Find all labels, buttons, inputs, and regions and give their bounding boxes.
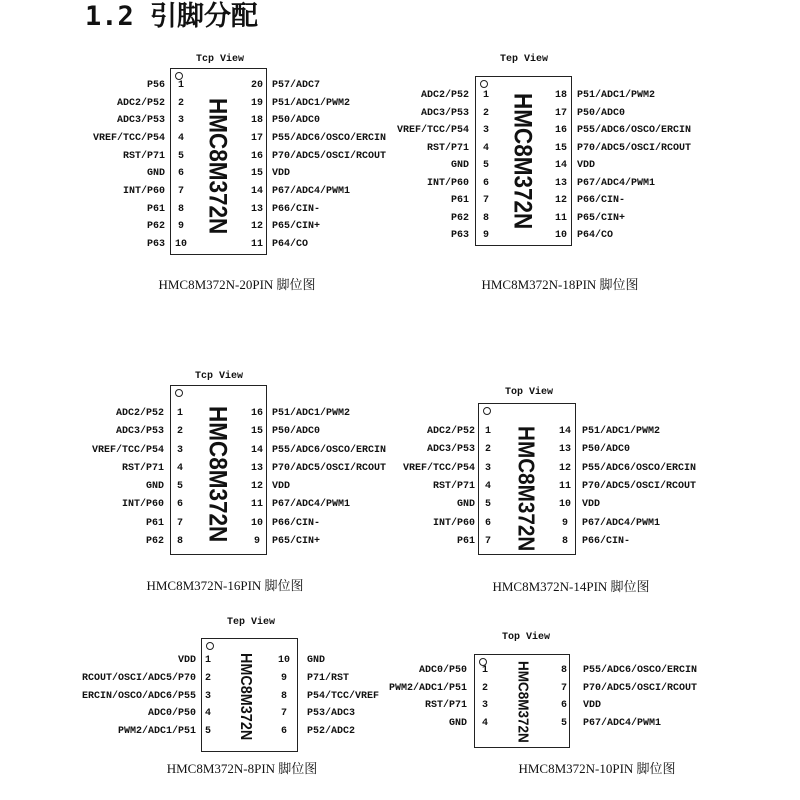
pin-11-label: P64/CO	[272, 239, 309, 251]
pin-8-label: P62	[145, 536, 164, 548]
pin-9-number: 9	[482, 230, 489, 241]
pin-6-label: GND	[146, 168, 165, 180]
pin-2-number: 2	[204, 672, 211, 684]
pin-10-label: P64/CO	[577, 230, 614, 241]
pinout-diagram-8pin	[75, 612, 395, 780]
pin-4-label: ADC0/P50	[147, 708, 196, 720]
pin-12-number: 12	[554, 195, 567, 206]
pin-2-label: ADC3/P53	[420, 107, 469, 119]
pin-13-label: P67/ADC4/PWM1	[577, 177, 656, 189]
pin-1-label: VDD	[177, 655, 196, 666]
pin-13-label: P70/ADC5/OSCI/RCOUT	[272, 462, 387, 474]
pin-10-label: VDD	[582, 499, 601, 511]
pin-13-number: 13	[558, 444, 571, 456]
pin-12-label: VDD	[272, 481, 291, 493]
pin-4-number: 4	[177, 133, 184, 144]
pin-7-number: 7	[484, 535, 491, 547]
pin-8-number: 8	[482, 212, 489, 224]
pin-2-number: 2	[484, 444, 491, 456]
pin-2-label: PWM2/ADC1/P51	[388, 682, 467, 694]
pin-8-number: 8	[280, 690, 287, 702]
pin-4-number: 4	[482, 142, 489, 154]
top-view-label: Top View	[501, 632, 550, 643]
pin-3-number: 3	[484, 462, 491, 474]
pin-4-number: 4	[481, 718, 488, 729]
pin-18-number: 18	[554, 90, 567, 101]
pin-2-number: 2	[176, 426, 183, 438]
pin-10-number: 10	[554, 230, 567, 241]
pin-10-number: 10	[277, 655, 290, 666]
pin-5-number: 5	[560, 718, 567, 729]
pin-13-number: 13	[250, 462, 263, 474]
chip-part-number: HMC8M372N	[203, 98, 232, 235]
pin-16-label: P70/ADC5/OSCI/RCOUT	[272, 150, 387, 162]
pin-5-number: 5	[482, 160, 489, 171]
pin-14-number: 14	[250, 186, 263, 198]
pin-1-marker	[175, 72, 183, 80]
pin-9-label: P63	[450, 230, 469, 241]
pin-17-label: P50/ADC0	[577, 107, 626, 119]
pin-16-number: 16	[554, 125, 567, 136]
pin-3-label: ERCIN/OSCO/ADC6/P55	[81, 690, 196, 702]
pin-12-label: P65/CIN+	[272, 221, 321, 233]
pin-20-label: P57/ADC7	[272, 80, 321, 91]
pin-20-number: 20	[250, 80, 263, 91]
pin-3-number: 3	[482, 125, 489, 136]
pin-15-label: P50/ADC0	[272, 426, 321, 438]
pin-4-label: RST/P71	[426, 142, 469, 154]
pin-2-label: ADC2/P52	[116, 97, 165, 109]
pin-18-label: P50/ADC0	[272, 115, 321, 127]
pin-11-label: P65/CIN+	[577, 212, 626, 224]
pin-9-label: P65/CIN+	[272, 536, 321, 548]
top-view-label: Tcp View	[194, 371, 243, 382]
pin-3-label: ADC3/P53	[116, 115, 165, 127]
chip-part-number: HMC8M372N	[508, 93, 537, 230]
pinout-caption: HMC8M372N-20PIN 脚位图	[158, 277, 316, 292]
pin-1-marker	[480, 80, 488, 88]
pin-19-label: P51/ADC1/PWM2	[272, 97, 351, 109]
pin-14-number: 14	[250, 444, 263, 456]
pinout-caption: HMC8M372N-8PIN 脚位图	[166, 761, 318, 776]
pin-13-number: 13	[554, 177, 567, 189]
pin-7-number: 7	[177, 186, 184, 198]
pin-17-number: 17	[554, 107, 567, 119]
pin-13-label: P66/CIN-	[272, 203, 321, 215]
pin-4-number: 4	[484, 480, 491, 492]
pin-1-marker	[175, 389, 183, 397]
pin-1-label: ADC2/P52	[420, 90, 469, 101]
pin-4-number: 4	[176, 462, 183, 474]
pin-16-label: P51/ADC1/PWM2	[272, 408, 351, 419]
pin-6-number: 6	[280, 726, 287, 737]
pin-9-number: 9	[280, 672, 287, 684]
pin-10-number: 10	[174, 239, 187, 251]
pin-15-number: 15	[250, 168, 263, 180]
top-view-label: Tep View	[226, 617, 275, 628]
pin-13-number: 13	[250, 203, 263, 215]
pin-15-number: 15	[554, 142, 567, 154]
pin-11-number: 11	[558, 480, 571, 492]
pinout-diagram-18pin	[390, 48, 710, 298]
pin-7-label: P61	[456, 535, 475, 547]
pin-15-label: P70/ADC5/OSCI/RCOUT	[577, 142, 692, 154]
pin-8-label: P66/CIN-	[582, 535, 631, 547]
pin-8-number: 8	[561, 535, 568, 547]
chip-part-number: HMC8M372N	[203, 406, 232, 543]
pin-11-number: 11	[250, 499, 263, 511]
pin-4-number: 4	[204, 708, 211, 720]
pin-15-label: VDD	[272, 168, 291, 180]
pin-14-label: P55/ADC6/OSCO/ERCIN	[272, 444, 387, 456]
pin-3-label: VREF/TCC/P54	[402, 462, 475, 474]
pin-1-label: ADC2/P52	[115, 408, 164, 419]
chip-part-number: HMC8M372N	[237, 653, 254, 741]
pin-1-number: 1	[177, 80, 184, 91]
pin-1-label: ADC0/P50	[418, 665, 467, 676]
pin-9-label: P62	[146, 221, 165, 233]
pin-5-number: 5	[204, 726, 211, 737]
pin-3-number: 3	[177, 115, 184, 127]
pin-6-label: INT/P60	[432, 517, 475, 529]
pin-1-number: 1	[204, 655, 211, 666]
top-view-label: Tep View	[499, 54, 548, 65]
pin-6-label: P52/ADC2	[307, 726, 356, 737]
pin-7-label: P53/ADC3	[307, 708, 356, 720]
pin-6-number: 6	[560, 700, 567, 712]
pin-12-number: 12	[250, 481, 263, 493]
pin-8-label: P61	[146, 203, 165, 215]
pin-9-number: 9	[177, 221, 184, 233]
pin-3-number: 3	[204, 690, 211, 702]
pin-7-number: 7	[280, 708, 287, 720]
pin-1-marker	[206, 642, 214, 650]
pin-14-number: 14	[558, 426, 571, 437]
pin-2-label: ADC3/P53	[426, 444, 475, 456]
pin-7-label: INT/P60	[122, 186, 165, 198]
pin-16-number: 16	[250, 150, 263, 162]
pin-10-number: 10	[558, 499, 571, 511]
pin-7-label: P61	[145, 517, 164, 529]
pin-16-label: P55/ADC6/OSCO/ERCIN	[577, 125, 692, 136]
pin-8-label: P62	[450, 212, 469, 224]
pinout-caption: HMC8M372N-16PIN 脚位图	[146, 578, 304, 593]
pinout-caption: HMC8M372N-10PIN 脚位图	[518, 761, 676, 776]
pin-11-label: P70/ADC5/OSCI/RCOUT	[582, 480, 697, 492]
pin-8-label: P54/TCC/VREF	[307, 690, 380, 702]
pin-3-label: VREF/TCC/P54	[91, 444, 164, 456]
pin-11-number: 11	[554, 212, 567, 224]
pinout-diagram-10pin	[385, 628, 705, 780]
pin-1-label: P56	[146, 80, 165, 91]
pin-12-label: P66/CIN-	[577, 195, 626, 206]
pin-10-label: P63	[146, 239, 165, 251]
pin-4-label: RST/P71	[432, 480, 475, 492]
pin-3-number: 3	[481, 700, 488, 712]
section-title: 1.2 引脚分配	[85, 1, 259, 32]
chip-part-number: HMC8M372N	[514, 661, 532, 743]
pin-9-label: P67/ADC4/PWM1	[582, 517, 661, 529]
pin-8-number: 8	[560, 665, 567, 676]
pin-16-number: 16	[250, 408, 263, 419]
pin-7-number: 7	[482, 195, 489, 206]
pin-13-label: P50/ADC0	[582, 444, 631, 456]
pin-5-label: GND	[450, 160, 469, 171]
pin-1-number: 1	[482, 90, 489, 101]
pin-17-number: 17	[250, 133, 263, 144]
pin-6-label: INT/P60	[426, 177, 469, 189]
pin-3-number: 3	[176, 444, 183, 456]
pin-17-label: P55/ADC6/OSCO/ERCIN	[272, 133, 387, 144]
pin-2-number: 2	[177, 97, 184, 109]
pinout-caption: HMC8M372N-18PIN 脚位图	[481, 277, 639, 292]
pin-11-label: P67/ADC4/PWM1	[272, 499, 351, 511]
pin-5-label: GND	[145, 481, 164, 493]
pin-5-label: RST/P71	[122, 150, 165, 162]
pin-14-number: 14	[554, 160, 567, 171]
pin-14-label: P51/ADC1/PWM2	[582, 426, 661, 437]
pin-12-label: P55/ADC6/OSCO/ERCIN	[582, 462, 697, 474]
pin-19-number: 19	[250, 97, 263, 109]
top-view-label: Top View	[504, 387, 553, 398]
pin-1-marker	[483, 407, 491, 415]
pin-9-label: P71/RST	[307, 672, 350, 684]
pin-6-label: VDD	[583, 700, 602, 712]
pin-9-number: 9	[253, 536, 260, 548]
pin-6-number: 6	[177, 168, 184, 180]
pin-5-number: 5	[176, 481, 183, 493]
pin-11-number: 11	[250, 239, 263, 251]
pin-5-label: GND	[456, 499, 475, 511]
pin-2-label: ADC3/P53	[115, 426, 164, 438]
pin-10-number: 10	[250, 517, 263, 529]
top-view-label: Tcp View	[195, 54, 244, 65]
pin-6-number: 6	[176, 499, 183, 511]
pin-4-label: RST/P71	[121, 462, 164, 474]
pinout-diagram-14pin	[390, 383, 710, 597]
pin-18-number: 18	[250, 115, 263, 127]
pin-8-label: P55/ADC6/OSCO/ERCIN	[583, 665, 698, 676]
pin-3-label: RST/P71	[424, 700, 467, 712]
chip-part-number: HMC8M372N	[513, 426, 540, 552]
pin-5-number: 5	[484, 499, 491, 511]
pin-5-label: P67/ADC4/PWM1	[583, 718, 662, 729]
pin-5-label: PWM2/ADC1/P51	[117, 726, 196, 737]
pin-18-label: P51/ADC1/PWM2	[577, 90, 656, 101]
pin-5-number: 5	[177, 150, 184, 162]
pin-4-label: VREF/TCC/P54	[92, 133, 165, 144]
pin-6-number: 6	[484, 517, 491, 529]
pin-6-label: INT/P60	[121, 499, 164, 511]
pin-12-number: 12	[250, 221, 263, 233]
pin-1-number: 1	[484, 426, 491, 437]
pin-2-label: RCOUT/OSCI/ADC5/P70	[81, 672, 196, 684]
pin-12-number: 12	[558, 462, 571, 474]
pin-10-label: GND	[307, 655, 326, 666]
pin-7-label: P70/ADC5/OSCI/RCOUT	[583, 682, 698, 694]
pin-7-number: 7	[560, 682, 567, 694]
pin-15-number: 15	[250, 426, 263, 438]
pin-1-number: 1	[176, 408, 183, 419]
pin-7-label: P61	[450, 195, 469, 206]
pin-4-label: GND	[448, 718, 467, 729]
pin-9-number: 9	[561, 517, 568, 529]
pin-14-label: VDD	[577, 160, 596, 171]
pin-8-number: 8	[177, 203, 184, 215]
pinout-caption: HMC8M372N-14PIN 脚位图	[492, 579, 650, 594]
pin-8-number: 8	[176, 536, 183, 548]
pin-10-label: P66/CIN-	[272, 517, 321, 529]
pin-2-number: 2	[481, 682, 488, 694]
pin-7-number: 7	[176, 517, 183, 529]
pin-1-number: 1	[481, 665, 488, 676]
pinout-diagram-20pin	[80, 48, 400, 298]
pin-6-number: 6	[482, 177, 489, 189]
pin-3-label: VREF/TCC/P54	[396, 125, 469, 136]
pin-1-label: ADC2/P52	[426, 426, 475, 437]
pin-2-number: 2	[482, 107, 489, 119]
pin-14-label: P67/ADC4/PWM1	[272, 186, 351, 198]
